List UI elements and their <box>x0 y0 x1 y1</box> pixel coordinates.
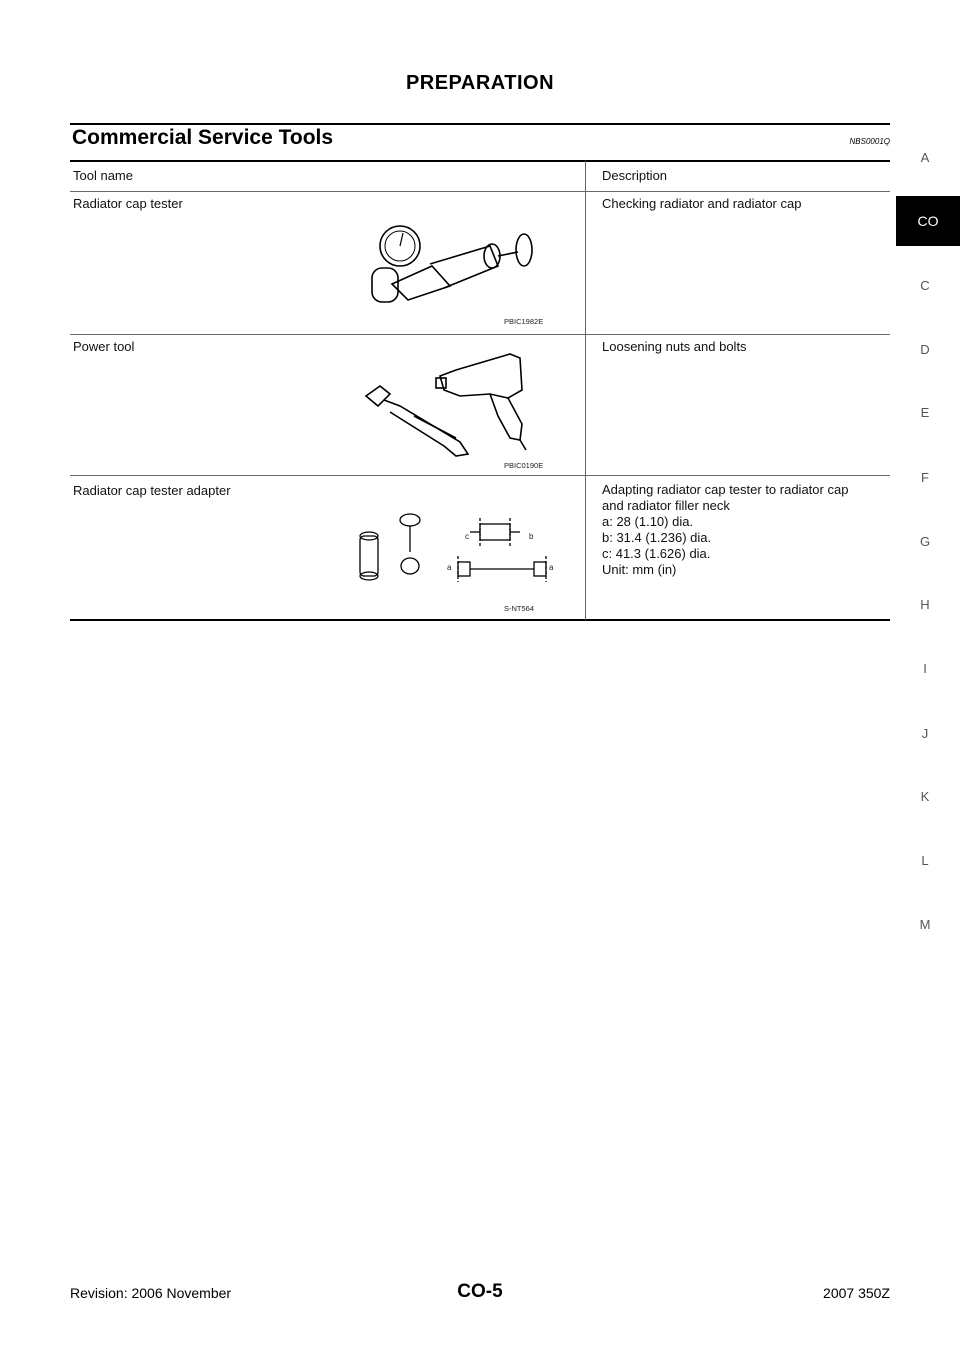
side-index-item[interactable]: J <box>921 726 929 741</box>
row-divider <box>70 475 890 476</box>
side-index-active-tab[interactable]: CO <box>896 196 960 246</box>
dimension-label-a: a <box>549 563 554 572</box>
radiator-cap-tester-adapter-figure <box>352 510 557 595</box>
tool-description: Loosening nuts and bolts <box>602 339 747 354</box>
side-index-item[interactable]: I <box>923 661 927 676</box>
side-index-item[interactable]: E <box>920 405 930 420</box>
table-top-rule <box>70 160 890 162</box>
side-index-item[interactable]: C <box>920 278 930 293</box>
tool-name: Radiator cap tester <box>73 196 183 211</box>
side-index-item[interactable]: L <box>921 853 929 868</box>
page-header: PREPARATION <box>405 72 555 94</box>
dimension-label-b: b <box>529 532 534 541</box>
tool-name: Radiator cap tester adapter <box>73 483 231 498</box>
figure-code: PBIC1982E <box>504 317 544 326</box>
radiator-cap-tester-figure <box>360 216 550 316</box>
side-index-item[interactable]: F <box>921 470 929 485</box>
dimension-label-a: a <box>447 563 452 572</box>
column-divider <box>585 161 586 620</box>
table-header-rule <box>70 191 890 192</box>
footer-page-number: CO-5 <box>457 1281 503 1302</box>
section-title: Commercial Service Tools <box>72 126 334 149</box>
footer-model: 2007 350Z <box>823 1285 890 1301</box>
figure-code: PBIC0190E <box>504 461 544 470</box>
side-index-item[interactable]: A <box>920 150 930 165</box>
power-tool-figure <box>360 350 550 460</box>
col-header-description: Description <box>602 168 668 183</box>
side-index-item[interactable]: K <box>920 789 930 804</box>
side-index-item[interactable]: H <box>920 597 930 612</box>
side-index-item[interactable]: G <box>919 534 931 549</box>
side-index-item[interactable]: D <box>920 342 930 357</box>
col-header-tool: Tool name <box>73 168 133 183</box>
header-rule <box>70 123 890 125</box>
side-index-item[interactable]: M <box>919 917 931 932</box>
figure-code: S-NT564 <box>504 604 535 613</box>
tool-name: Power tool <box>73 339 135 354</box>
dimension-label-c: c <box>465 532 469 541</box>
tool-description: Adapting radiator cap tester to radiator cap and radiator filler neck a: 28 (1.10) dia. b: 31.4 (1.236) dia. c: 41.3 (1.626) dia. Unit: mm (in) <box>602 482 849 577</box>
footer-revision: Revision: 2006 November <box>70 1285 232 1301</box>
tool-description: Checking radiator and radiator cap <box>602 196 802 211</box>
section-code: NBS0001Q <box>849 137 890 146</box>
table-bottom-rule <box>70 619 890 621</box>
row-divider <box>70 334 890 335</box>
